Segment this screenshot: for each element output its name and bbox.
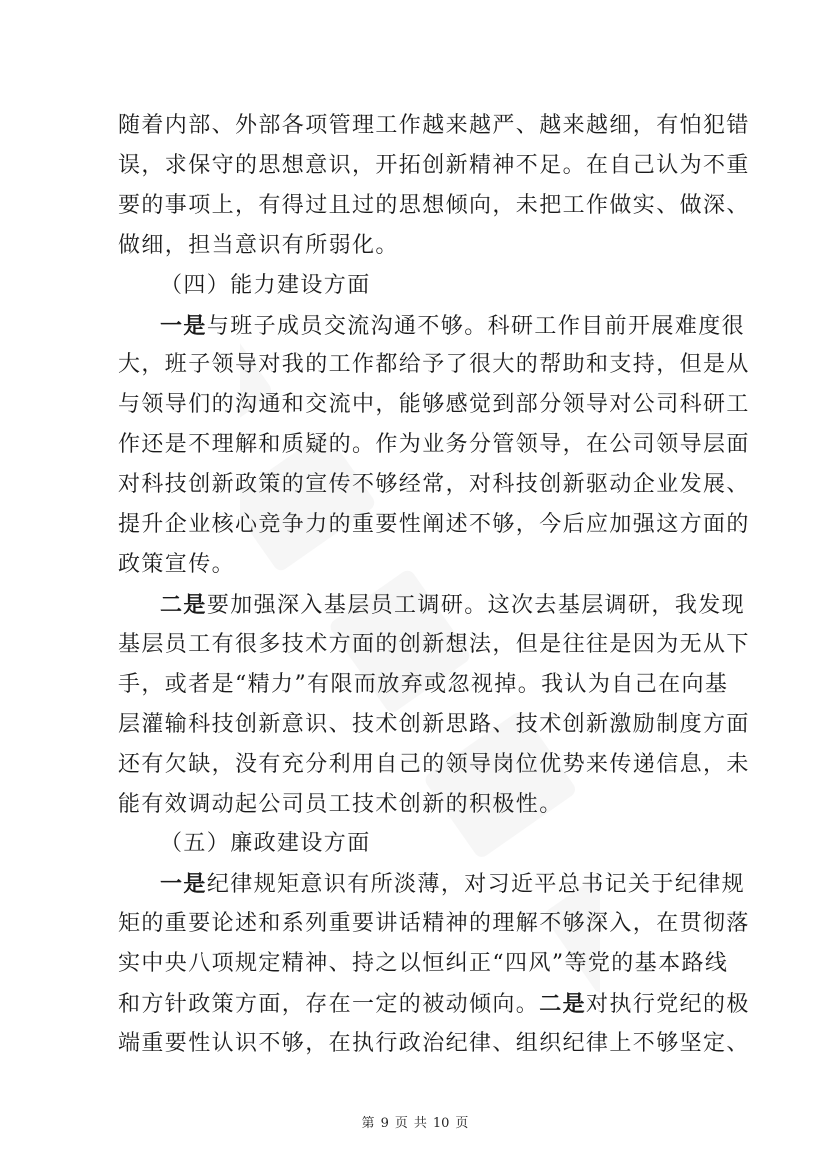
emphasis-label: 一是 (160, 871, 207, 897)
text-line-23: 和方针政策方面，存在一定的被动倾向。二是对执行党纪的极 (118, 991, 750, 1017)
text-line-7: 大，班子领导对我的工作都给予了很大的帮助和支持，但是从 (118, 352, 750, 377)
text-line-9: 作还是不理解和质疑的。作为业务分管领导，在公司领导层面 (118, 432, 750, 457)
text-line-10: 对科技创新政策的宣传不够经常，对科技创新驱动企业发展、 (118, 472, 750, 497)
text-line-6: 一是与班子成员交流沟通不够。科研工作目前开展难度很 (160, 313, 746, 339)
text-line-2: 误，求保守的思想意识，开拓创新精神不足。在自己认为不重 (118, 153, 750, 178)
text-line-17: 还有欠缺，没有充分利用自己的领导岗位优势来传递信息，未 (118, 752, 750, 777)
text-line-21: 矩的重要论述和系列重要讲话精神的理解不够深入，在贯彻落 (118, 911, 750, 936)
text-line-13: 二是要加强深入基层员工调研。这次去基层调研，我发现 (160, 592, 746, 618)
text-line-15: 手，或者是“精力”有限而放弃或忽视掉。我认为自己在向基 (118, 672, 729, 697)
text-line-1: 随着内部、外部各项管理工作越来越严、越来越细，有怕犯错 (118, 113, 750, 138)
text-line-18: 能有效调动起公司员工技术创新的积极性。 (118, 792, 563, 817)
emphasis-label: 二是 (539, 991, 587, 1017)
text-line-20: 一是纪律规矩意识有所淡薄，对习近平总书记关于纪律规 (160, 871, 746, 897)
text-line-24: 端重要性认识不够，在执行政治纪律、组织纪律上不够坚定、 (118, 1031, 750, 1056)
text-line-12: 政策宣传。 (118, 552, 236, 577)
text-line-8: 与领导们的沟通和交流中，能够感觉到部分领导对公司科研工 (118, 392, 750, 417)
text-line-11: 提升企业核心竞争力的重要性阐述不够，今后应加强这方面的 (118, 512, 750, 537)
emphasis-label: 一是 (160, 313, 207, 339)
page-number: 9 (380, 1116, 389, 1131)
emphasis-label: 二是 (160, 592, 207, 618)
section-heading-5: （五）廉政建设方面 (160, 831, 371, 856)
page-footer: 第 9 页 共 10 页 (361, 1116, 469, 1131)
text-line-4: 做细，担当意识有所弱化。 (118, 233, 399, 258)
total-pages: 10 (432, 1116, 450, 1131)
section-heading-4: （四）能力建设方面 (160, 273, 371, 298)
text-line-16: 层灌输科技创新意识、技术创新思路、技术创新激励制度方面 (118, 712, 750, 737)
text-line-14: 基层员工有很多技术方面的创新想法，但是往往是因为无从下 (118, 632, 750, 657)
text-line-22: 实中央八项规定精神、持之以恒纠正“四风”等党的基本路线 (118, 951, 729, 976)
text-line-3: 要的事项上，有得过且过的思想倾向，未把工作做实、做深、 (118, 193, 750, 218)
